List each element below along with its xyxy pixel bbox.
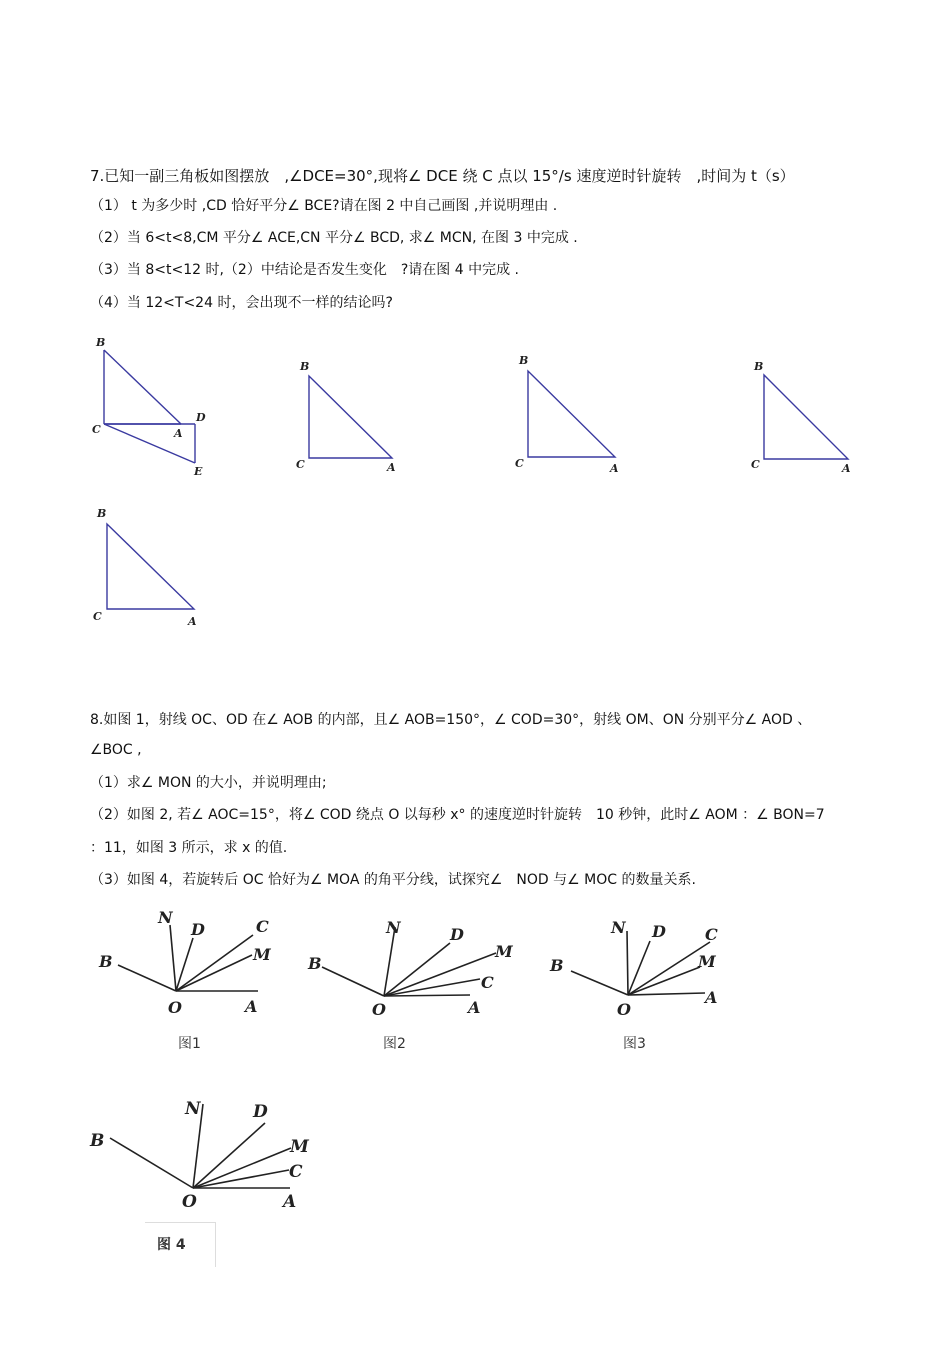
label-D: D xyxy=(652,922,666,941)
q7-part-3: （3）当 8<t<12 时,（2）中结论是否发生变化 ?请在图 4 中完成 . xyxy=(90,262,519,278)
label-N: N xyxy=(158,908,173,927)
label-D: D xyxy=(253,1102,268,1122)
label-B: B xyxy=(550,956,564,975)
label-E: E xyxy=(194,465,203,478)
q7-part-1: （1） t 为多少时 ,CD 恰好平分∠ BCE?请在图 2 中自己画图 ,并说明理由 . xyxy=(90,198,558,214)
label-D: D xyxy=(196,411,206,424)
label-A: A xyxy=(245,997,258,1016)
label-B: B xyxy=(96,336,106,349)
q8-figure-1 xyxy=(90,905,280,1025)
q8-part-2a: （2）如图 2, 若∠ AOC=15°，将∠ COD 绕点 O 以每秒 x° 的速度逆时针旋转 10 秒钟，此时∠ AOM ：∠ BON=7 xyxy=(90,807,825,823)
q7-figure-4 xyxy=(750,358,860,478)
label-C: C xyxy=(289,1162,303,1182)
q8-part-2b: ：11，如图 3 所示，求 x 的值. xyxy=(90,840,288,856)
q8-part-1: （1）求∠ MON 的大小，并说明理由; xyxy=(90,775,327,791)
label-B: B xyxy=(90,1131,105,1151)
q8-figure-3 xyxy=(545,905,735,1025)
label-A: A xyxy=(468,998,481,1017)
label-C: C xyxy=(296,458,305,471)
label-A: A xyxy=(705,988,718,1007)
label-A: A xyxy=(188,615,197,628)
label-A: A xyxy=(283,1192,297,1212)
q7-figure-2 xyxy=(295,358,405,483)
label-M: M xyxy=(698,952,716,971)
label-C: C xyxy=(751,458,760,471)
q7-figure-1 xyxy=(90,335,220,485)
label-M: M xyxy=(495,942,513,961)
label-B: B xyxy=(754,360,764,373)
q8-figure-4 xyxy=(85,1090,325,1220)
label-B: B xyxy=(308,954,322,973)
q7-stem: 7.已知一副三角板如图摆放 ,∠DCE=30°,现将∠ DCE 绕 C 点以 15°/s 速度逆时针旋转 ,时间为 t（s） xyxy=(90,167,795,185)
label-O: O xyxy=(617,1000,631,1019)
label-C: C xyxy=(705,925,718,944)
label-A: A xyxy=(610,462,619,475)
label-C: C xyxy=(93,610,102,623)
figure-caption-2: 图2 xyxy=(383,1036,406,1052)
q7-figure-3 xyxy=(515,352,625,477)
label-A: A xyxy=(387,461,396,474)
figure-caption-4: 图 4 xyxy=(157,1237,186,1253)
q7-part-2: （2）当 6<t<8,CM 平分∠ ACE,CN 平分∠ BCD, 求∠ MCN, 在图 3 中完成 . xyxy=(90,230,578,246)
label-B: B xyxy=(300,360,310,373)
label-B: B xyxy=(97,507,107,520)
label-B: B xyxy=(519,354,529,367)
label-C: C xyxy=(515,457,524,470)
label-O: O xyxy=(372,1000,386,1019)
label-B: B xyxy=(99,952,113,971)
q7-part-4: （4）当 12<T<24 时，会出现不一样的结论吗? xyxy=(90,295,393,311)
label-C: C xyxy=(481,973,494,992)
label-M: M xyxy=(253,945,271,964)
label-O: O xyxy=(182,1192,197,1212)
label-C: C xyxy=(92,423,101,436)
label-N: N xyxy=(611,918,626,937)
q8-figure-2 xyxy=(300,905,520,1025)
label-C: C xyxy=(256,917,269,936)
q8-part-3: （3）如图 4，若旋转后 OC 恰好为∠ MOA 的角平分线，试探究∠ NOD 与∠ MOC 的数量关系. xyxy=(90,872,696,888)
label-N: N xyxy=(185,1099,201,1119)
label-M: M xyxy=(290,1137,309,1157)
figure-caption-1: 图1 xyxy=(178,1036,201,1052)
q7-figure-5 xyxy=(90,505,210,633)
label-D: D xyxy=(191,920,205,939)
label-A: A xyxy=(842,462,851,475)
figure-caption-3: 图3 xyxy=(623,1036,646,1052)
label-A: A xyxy=(174,427,183,440)
label-D: D xyxy=(450,925,464,944)
q8-stem-line-1: 8.如图 1，射线 OC、OD 在∠ AOB 的内部，且∠ AOB=150°，∠ COD=30°，射线 OM、ON 分别平分∠ AOD 、 xyxy=(90,712,812,728)
label-O: O xyxy=(168,998,182,1017)
label-N: N xyxy=(386,918,401,937)
q8-stem-line-2: ∠BOC , xyxy=(90,742,142,758)
